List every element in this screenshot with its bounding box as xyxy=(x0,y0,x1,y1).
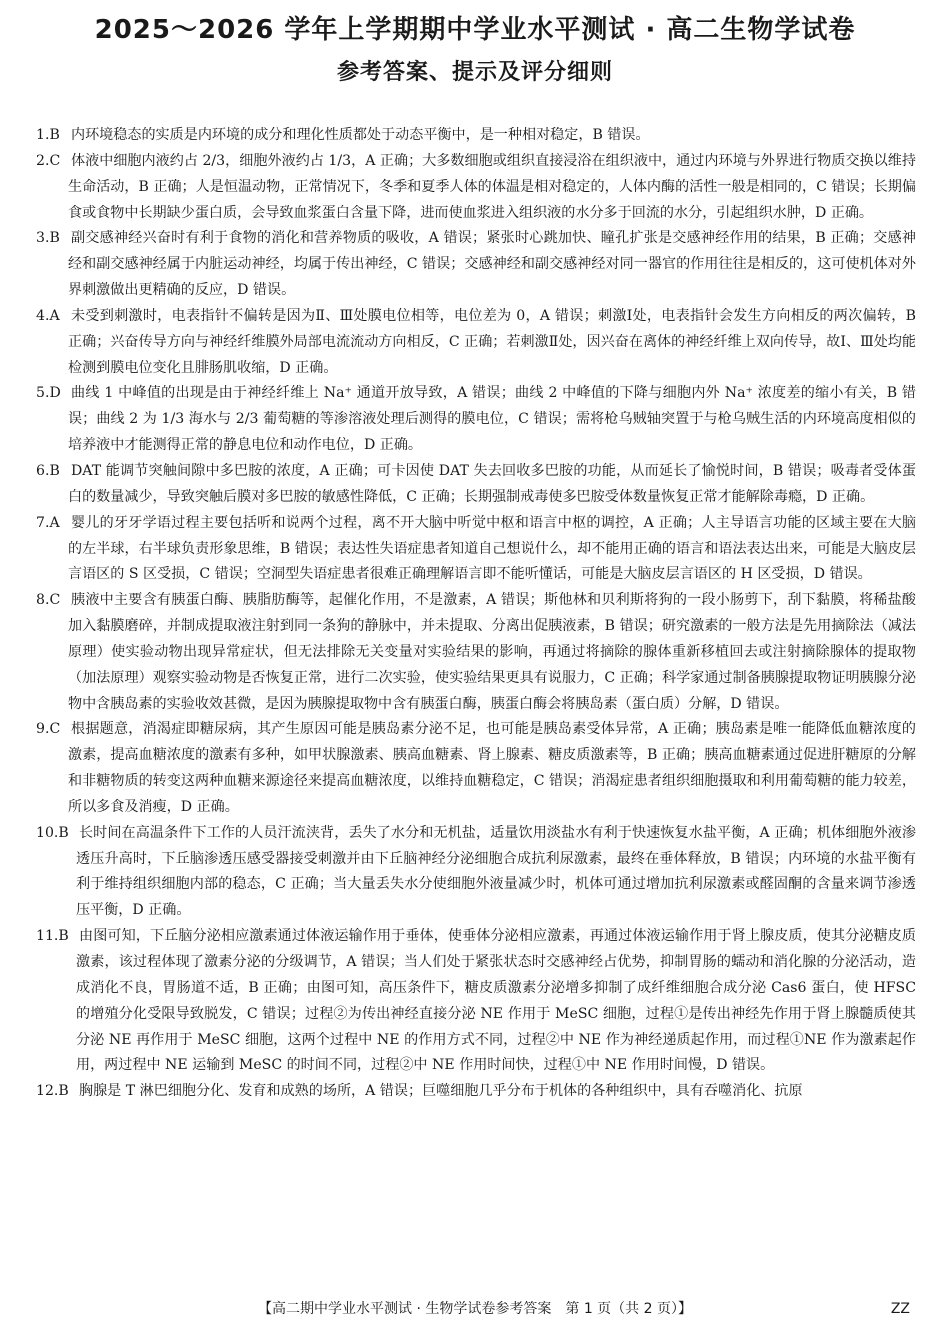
answer-text: 胰液中主要含有胰蛋白酶、胰脂肪酶等，起催化作用，不是激素，A 错误；斯他林和贝利斯将狗的一段小肠剪下，刮下黏膜，将稀盐酸加入黏膜磨碎，并制成提取液注射到同一条狗的静脉中，并未提取、分离出促胰液素，B 错误；研究激素的一般方法是先用摘除法（减法原理）使实验动物出现异常症状，但无法排除无关变量对实验结果的影响，再通过将摘除的腺体重新移植回去或注射摘除腺体的提取物（加法原理）观察实验动物是否恢复正常，进行二次实验，使实验结果更具有说服力，C 正确；科学家通过制备胰腺提取物证明胰腺分泌物中含胰岛素的实验收效甚微，是因为胰腺提取物中含有胰蛋白酶，胰蛋白酶会将胰岛素（蛋白质）分解，D 错误。 xyxy=(68,592,916,712)
answer-item-11 xyxy=(36,924,916,1079)
answer-number: 6.B xyxy=(36,462,60,479)
answer-item-6 xyxy=(36,459,916,511)
answer-number: 7.A xyxy=(36,514,60,531)
answer-item-5 xyxy=(36,381,916,459)
answer-text: 副交感神经兴奋时有利于食物的消化和营养物质的吸收，A 错误；紧张时心跳加快、瞳孔扩张是交感神经作用的结果，B 正确；交感神经和副交感神经属于内脏运动神经，均属于传出神经，C 错误；交感神经和副交感神经对同一器官的作用往往是相反的，这可使机体对外界刺激做出更精确的反应，D 错误。 xyxy=(68,230,916,299)
answer-number: 11.B xyxy=(36,928,69,945)
answer-text: 内环境稳态的实质是内环境的成分和理化性质都处于动态平衡中，是一种相对稳定，B 错误。 xyxy=(71,127,650,143)
answer-item-7 xyxy=(36,511,916,589)
answer-number: 1.B xyxy=(36,127,60,143)
answer-list xyxy=(36,123,916,1105)
answer-text: 长时间在高温条件下工作的人员汗流浃背，丢失了水分和无机盐，适量饮用淡盐水有利于快速恢复水盐平衡，A 正确；机体细胞外液渗透压升高时，下丘脑渗透压感受器接受刺激并由下丘脑神经分泌细胞合成抗利尿激素，最终在垂体释放，B 错误；内环境的水盐平衡有利于维持组织细胞内部的稳态，C 正确；当大量丢失水分使细胞外液量减少时，机体可通过增加抗利尿激素或醛固酮的含量来调节渗透压平衡，D 正确。 xyxy=(76,824,916,919)
answer-text: 曲线 1 中峰值的出现是由于神经纤维上 Na⁺ 通道开放导致，A 错误；曲线 2 中峰值的下降与细胞内外 Na⁺ 浓度差的缩小有关，B 错误；曲线 2 为 1/3 海水与 2/3 葡萄糖的等渗溶液处理后测得的膜电位，C 错误；需将枪乌贼轴突置于与枪乌贼生活的内环境高度相似的培养液中才能测得正常的静息电位和动作电位，D 正确。 xyxy=(68,385,916,454)
answer-item-4 xyxy=(36,304,916,382)
answer-text: DAT 能调节突触间隙中多巴胺的浓度，A 正确；可卡因使 DAT 失去回收多巴胺的功能，从而延长了愉悦时间，B 错误；吸毒者受体蛋白的数量减少，导致突触后膜对多巴胺的敏感性降低，C 正确；长期强制戒毒使多巴胺受体数量恢复正常才能解除毒瘾，D 正确。 xyxy=(68,462,916,505)
answer-number: 8.C xyxy=(36,592,61,609)
answer-number: 12.B xyxy=(36,1083,69,1100)
answer-text: 未受到刺激时，电表指针不偏转是因为Ⅱ、Ⅲ处膜电位相等，电位差为 0，A 错误；刺激Ⅰ处，电表指针会发生方向相反的两次偏转，B 正确；兴奋传导方向与神经纤维膜外局部电流流动方向相反，C 正确；若刺激Ⅱ处，因兴奋在离体的神经纤维上双向传导，故Ⅰ、Ⅲ处均能检测到膜电位变化且腓肠肌收缩，D 正确。 xyxy=(68,307,916,376)
answer-item-9 xyxy=(36,717,916,820)
answer-item-8 xyxy=(36,588,916,717)
page-footer: 【高二期中学业水平测试 · 生物学试卷参考答案 第 1 页（共 2 页）】 xyxy=(258,1301,692,1317)
answer-item-12 xyxy=(36,1079,916,1105)
answer-text: 根据题意，消渴症即糖尿病，其产生原因可能是胰岛素分泌不足，也可能是胰岛素受体异常，A 正确；胰岛素是唯一能降低血糖浓度的激素，提高血糖浓度的激素有多种，如甲状腺激素、胰高血糖素、肾上腺素、糖皮质激素等，B 正确；胰高血糖素通过促进肝糖原的分解和非糖物质的转变这两种血糖来源途径来提高血糖浓度，以维持血糖稳定，C 错误；消渴症患者组织细胞摄取和利用葡萄糖的能力较差，所以多食及消瘦，D 正确。 xyxy=(68,721,916,815)
answer-text: 婴儿的牙牙学语过程主要包括听和说两个过程，离不开大脑中听觉中枢和语言中枢的调控，A 正确；人主导语言功能的区域主要在大脑的左半球，右半球负责形象思维，B 错误；表达性失语症患者知道自己想说什么，却不能用正确的语言和语法表达出来，可能是大脑皮层言语区的 S 区受损，C 错误；空洞型失语症患者很难正确理解语言即不能听懂话，可能是大脑皮层言语区的 H 区受损，D 错误。 xyxy=(68,514,916,583)
answer-text: 胸腺是 T 淋巴细胞分化、发育和成熟的场所，A 错误；巨噬细胞几乎分布于机体的各种组织中，具有吞噬消化、抗原 xyxy=(79,1083,803,1100)
page-title: 2025～2026 学年上学期期中学业水平测试 · 高二生物学试卷 xyxy=(94,15,856,45)
answer-item-3 xyxy=(36,226,916,304)
answer-number: 2.C xyxy=(36,152,61,169)
page-subtitle: 参考答案、提示及评分细则 xyxy=(336,60,613,85)
answer-number: 10.B xyxy=(36,824,69,841)
answer-number: 4.A xyxy=(36,307,60,324)
answer-item-1 xyxy=(36,123,916,149)
answer-number: 5.D xyxy=(36,385,61,402)
answer-number: 3.B xyxy=(36,230,60,247)
answer-item-2 xyxy=(36,149,916,227)
answer-item-10 xyxy=(36,821,916,924)
answer-text: 体液中细胞内液约占 2/3，细胞外液约占 1/3，A 正确；大多数细胞或组织直接浸浴在组织液中，通过内环境与外界进行物质交换以维持生命活动，B 正确；人是恒温动物，正常情况下，冬季和夏季人体的体温是相对稳定的，人体内酶的活性一般是相同的，C 错误；长期偏食或食物中长期缺少蛋白质，会导致血浆蛋白含量下降，进而使血浆进入组织液的水分多于回流的水分，引起组织水肿，D 正确。 xyxy=(68,152,916,221)
answer-number: 9.C xyxy=(36,721,61,738)
footer-code: ZZ xyxy=(890,1301,910,1317)
answer-text: 由图可知，下丘脑分泌相应激素通过体液运输作用于垂体，使垂体分泌相应激素，再通过体液运输作用于肾上腺皮质，使其分泌糖皮质激素，该过程体现了激素分泌的分级调节，A 错误；当人们处于紧张状态时交感神经占优势，抑制胃肠的蠕动和消化腺的分泌活动，造成消化不良，胃肠道不适，B 正确；由图可知，高压条件下，糖皮质激素分泌增多抑制了成纤维细胞合成分泌 Cas6 蛋白，使 HFSC 的增殖分化受限导致脱发，C 错误；过程②为传出神经直接分泌 NE 作用于 MeSC 细胞，过程①是传出神经先作用于肾上腺髓质使其分泌 NE 再作用于 MeSC 细胞，这两个过程中 NE 的作用方式不同，过程②中 NE 作为神经递质起作用，而过程①NE 作为激素起作用，两过程中 NE 运输到 MeSC 的时间不同，过程②中 NE 作用时间快，过程①中 NE 作用时间慢，D 错误。 xyxy=(76,928,916,1074)
